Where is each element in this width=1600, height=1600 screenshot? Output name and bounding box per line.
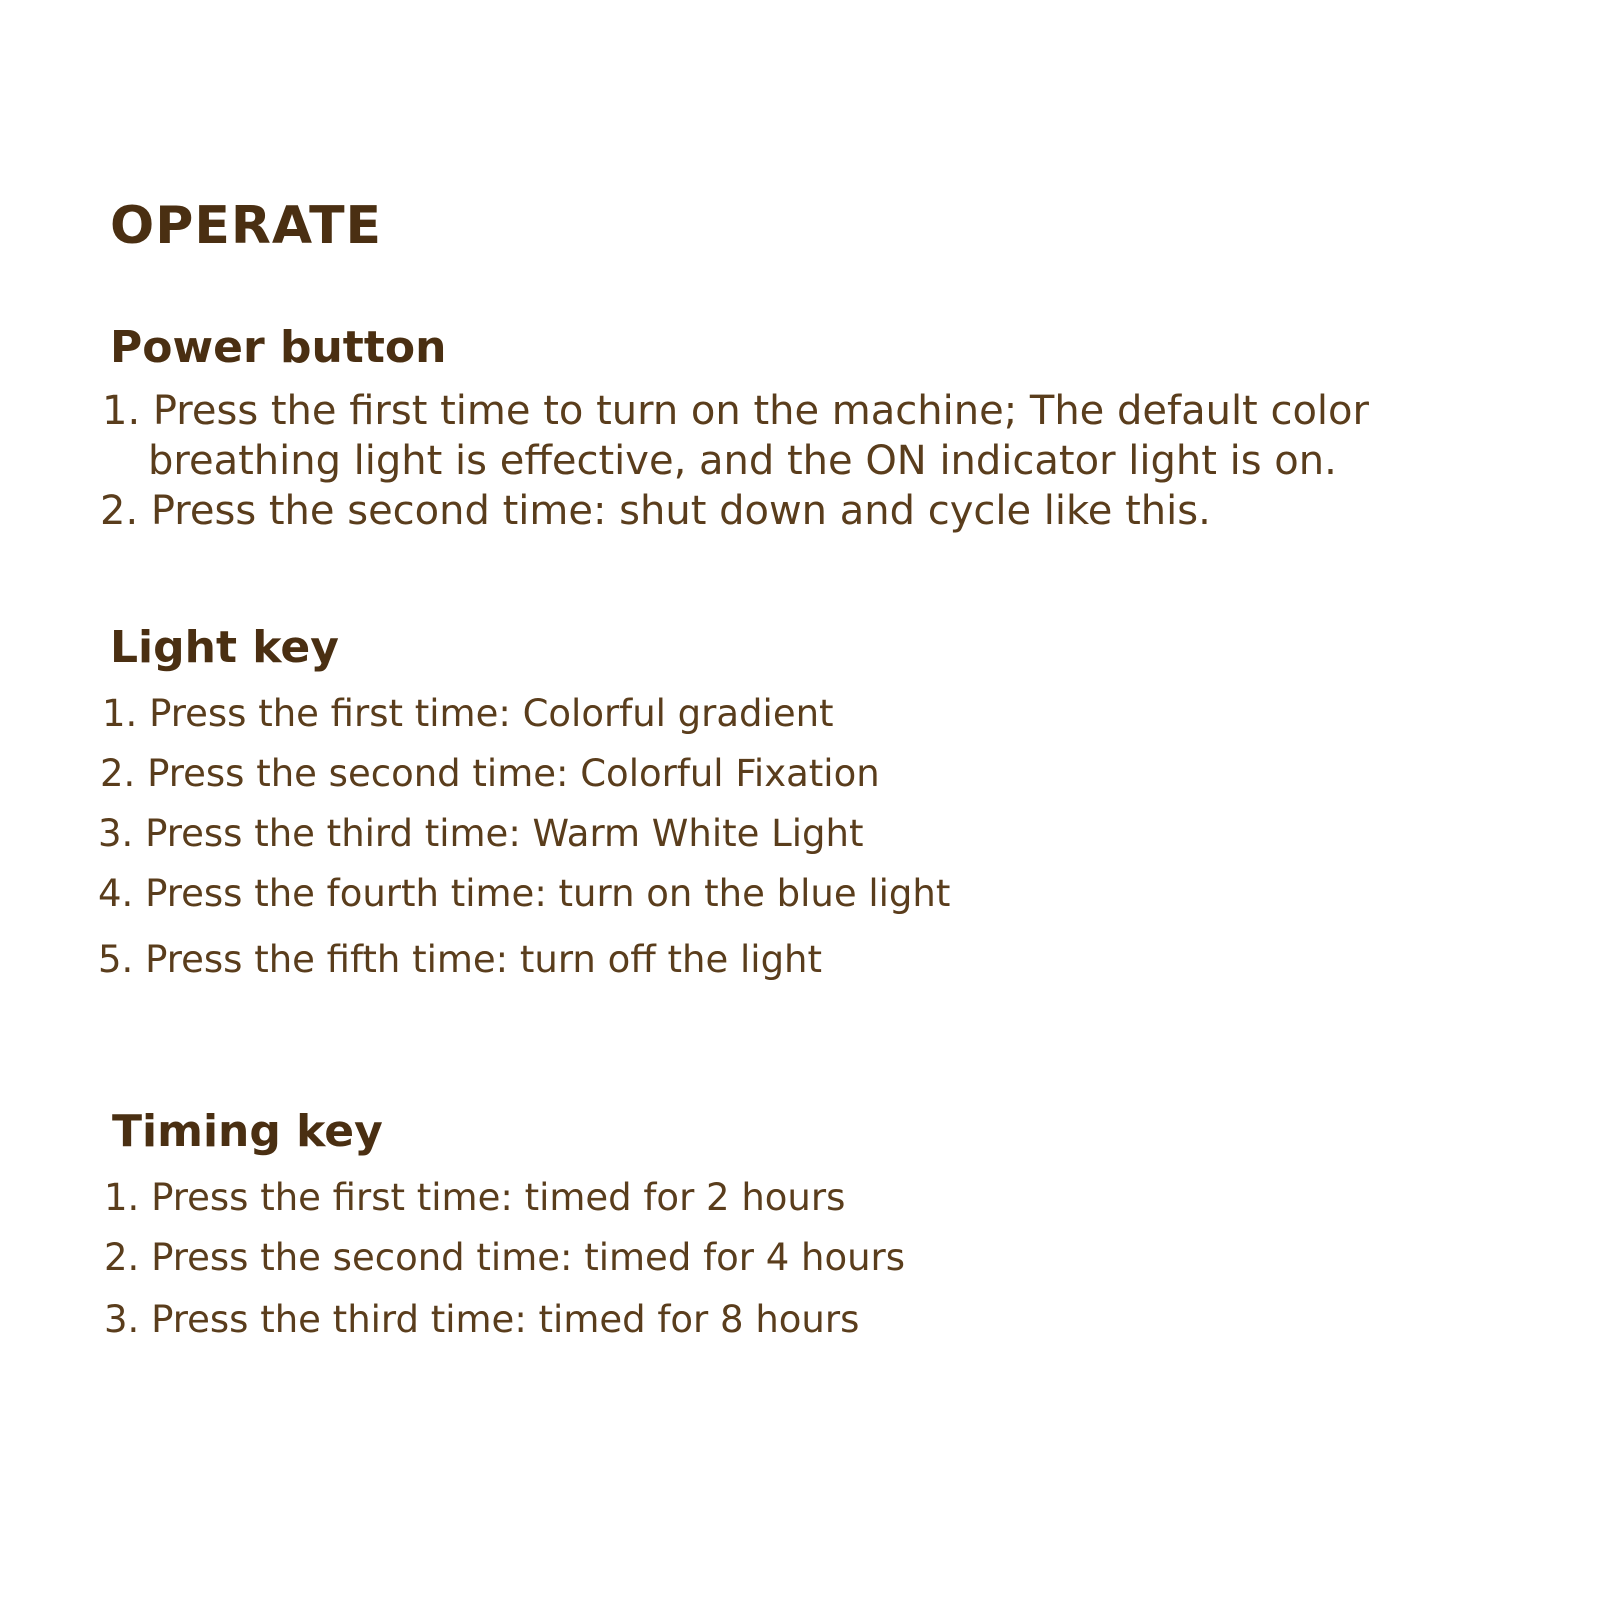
light-item-4: 4. Press the fourth time: turn on the blue light [98, 872, 951, 915]
power-item-1: 1. Press the first time to turn on the machine; The default color [102, 388, 1369, 434]
light-item-1: 1. Press the first time: Colorful gradient [102, 692, 834, 735]
light-item-3: 3. Press the third time: Warm White Light [98, 812, 864, 855]
light-item-2: 2. Press the second time: Colorful Fixation [100, 752, 880, 795]
power-item-2: 2. Press the second time: shut down and cycle like this. [100, 488, 1211, 534]
power-item-1-continued: breathing light is effective, and the ON indicator light is on. [148, 438, 1337, 484]
page-title: OPERATE [110, 196, 383, 256]
light-item-5: 5. Press the fifth time: turn off the light [98, 938, 823, 981]
timing-item-2: 2. Press the second time: timed for 4 hours [104, 1236, 906, 1279]
light-key-heading: Light key [110, 622, 339, 673]
timing-key-heading: Timing key [112, 1106, 383, 1157]
timing-item-1: 1. Press the first time: timed for 2 hours [104, 1176, 846, 1219]
power-button-heading: Power button [110, 322, 447, 373]
timing-item-3: 3. Press the third time: timed for 8 hours [104, 1298, 860, 1341]
